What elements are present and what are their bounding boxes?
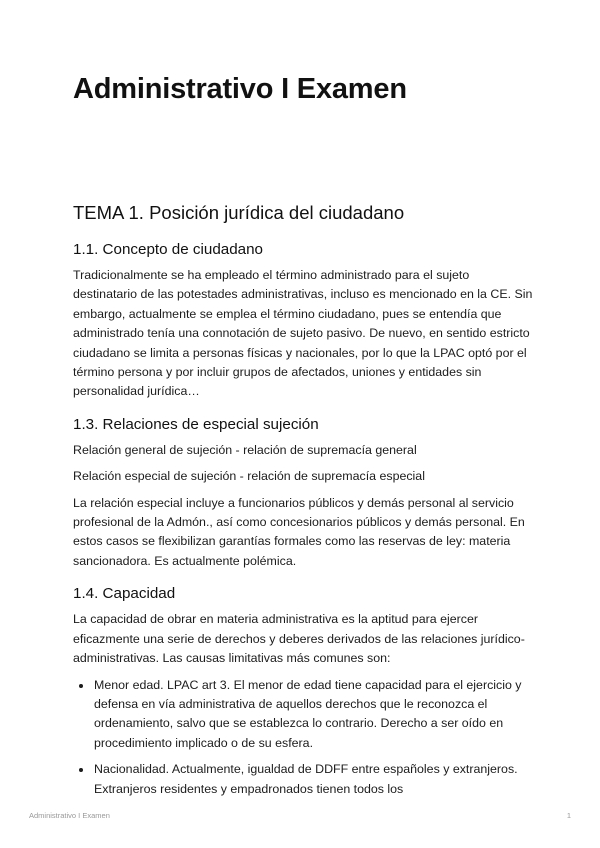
- footer-document-title: Administrativo I Examen: [29, 811, 110, 820]
- list-item: [94, 760, 535, 799]
- section-capacidad: [73, 583, 535, 799]
- section-heading: 1.1. Concepto de ciudadano: [73, 241, 263, 258]
- bullet-list: [73, 676, 535, 799]
- bullet-dot-icon: [79, 768, 83, 772]
- section-relaciones-especial-sujecion: [73, 414, 535, 571]
- section-heading: 1.4. Capacidad: [73, 585, 176, 603]
- list-item-text: Nacionalidad. Actualmente, igualdad de DDFF entre españoles y extranjeros. Extranjeros residentes y empadronados tienen todos los: [94, 762, 518, 796]
- theme-heading: TEMA 1. Posición jurídica del ciudadano: [73, 202, 405, 223]
- paragraph: Tradicionalmente se ha empleado el término administrado para el sujeto destinatario de las potestades administrativas, incluso es mencionado en la CE. Sin embargo, actualmente se emplea el término ciudadano, pues se entendía que administrado tenía una connotación de sujeto pasivo. De nuevo, en sentido estricto ciudadano se limita a personas físicas y nacionales, por lo que la LPAC optó por el término persona y por incluir grupos de afectados, uniones y entidades sin personalidad jurídica…: [73, 268, 533, 399]
- section-heading: 1.3. Relaciones de especial sujeción: [73, 415, 319, 433]
- list-item-text: Menor edad. LPAC art 3. El menor de edad tiene capacidad para el ejercicio y defensa en vía administrativa de aquellos derechos que le reconozca el ordenamiento, salvo que se establezca lo contrario. Derecho a ser oído en procedimiento implicado o de su esfera.: [94, 677, 522, 750]
- section-concepto-ciudadano: [73, 239, 535, 402]
- paragraph: Relación especial de sujeción - relación de supremacía especial: [73, 469, 425, 484]
- footer-page-number: 1: [566, 811, 571, 820]
- document-body: [73, 200, 535, 806]
- paragraph: Relación general de sujeción - relación de supremacía general: [73, 442, 417, 457]
- paragraph: La capacidad de obrar en materia administrativa es la aptitud para ejercer eficazmente una serie de derechos y deberes derivados de las relaciones jurídico-administrativas. Las causas limitativas más comunes son:: [73, 612, 525, 666]
- bullet-dot-icon: [79, 684, 83, 688]
- list-item: [94, 676, 535, 754]
- paragraph: La relación especial incluye a funcionarios públicos y demás personal al servicio profesional de la Admón., así como concesionarios públicos y demás personal. En estos casos se flexibilizan garantías formales como las reservas de ley: materia sancionadora. Es actualmente polémica.: [73, 495, 525, 568]
- page-title: Administrativo I Examen: [73, 73, 407, 105]
